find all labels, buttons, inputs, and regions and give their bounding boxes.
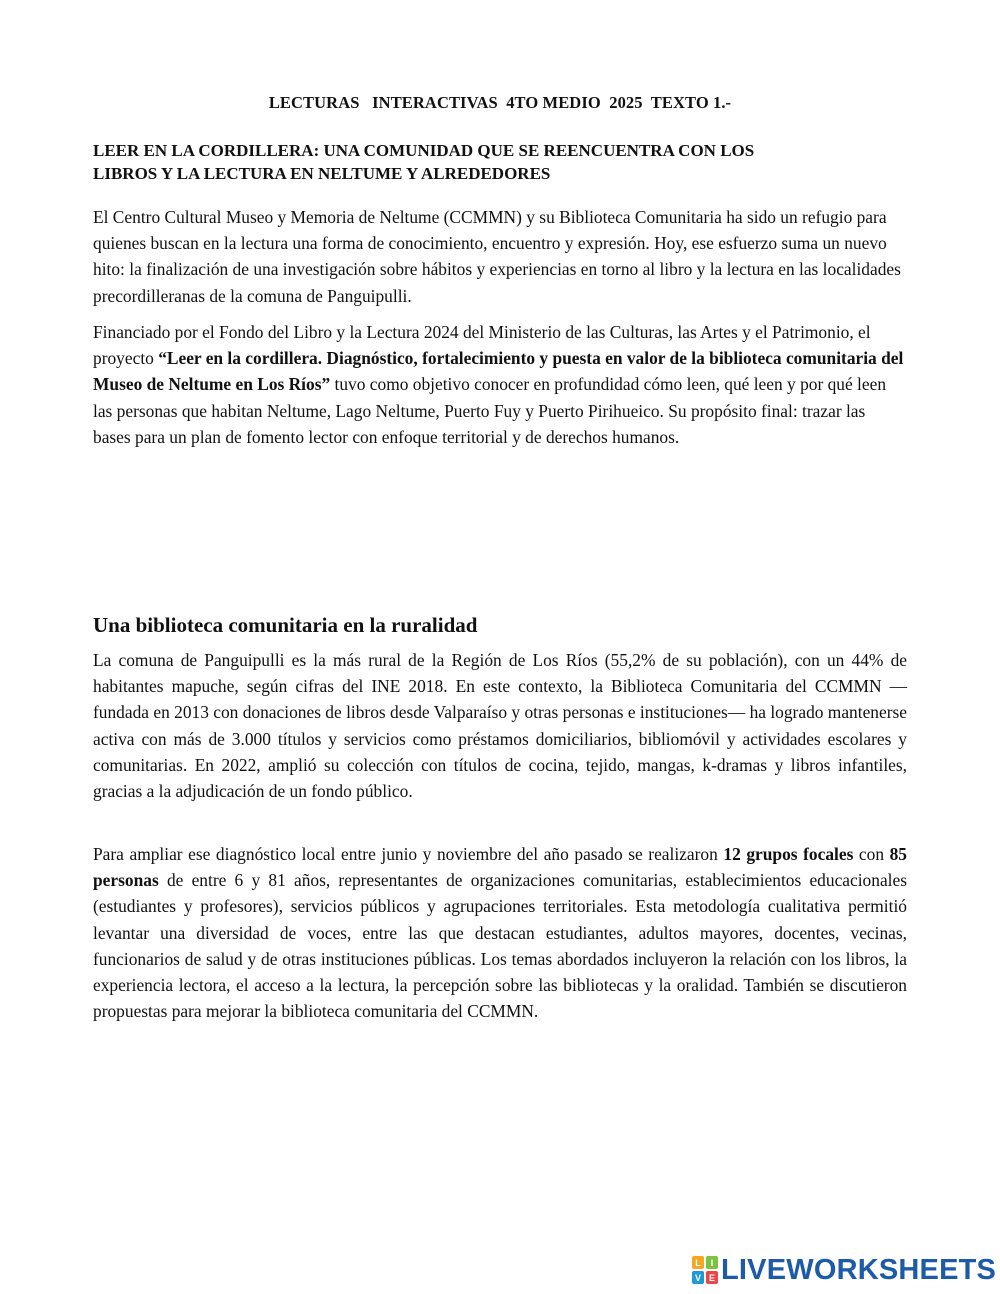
logo-badge-icon	[692, 1256, 718, 1284]
article-title	[93, 139, 907, 185]
project-name: “Leer en la cordillera. Diagnóstico, fortalecimiento y puesta en valor de la biblioteca comunitaria del Museo de Neltume en Los Ríos”	[93, 348, 904, 395]
section-title: Una biblioteca comunitaria en la ruralidad	[93, 613, 478, 637]
paragraph-focus-groups	[93, 841, 907, 1024]
paragraph-project	[93, 319, 907, 450]
paragraph-rural-library: La comuna de Panguipulli es la más rural de la Región de Los Ríos (55,2% de su población), con un 44% de habitantes mapuche, según cifras del INE 2018. En este contexto, la Biblioteca Comunitaria del CCMMN —fundada en 2013 con donaciones de libros desde Valparaíso y otras personas e instituciones— ha logrado mantenerse activa con más de 3.000 títulos y servicios como préstamos domiciliarios, bibliomóvil y actividades escolares y comunitarias. En 2022, amplió su colección con títulos de cocina, tejido, mangas, k-dramas y libros infantiles, gracias a la adjudicación de un fondo público.	[93, 650, 907, 802]
focus-groups-count: 12 grupos focales	[723, 844, 854, 864]
focus-groups-text-1: Para ampliar ese diagnóstico local entre junio y noviembre del año pasado se realizaron	[93, 844, 724, 864]
focus-groups-text-2: con	[853, 844, 890, 864]
logo-badge-letter: E	[706, 1271, 718, 1284]
article-title-line-1: LEER EN LA CORDILLERA: UNA COMUNIDAD QUE SE REENCUENTRA CON LOS	[93, 141, 755, 160]
paragraph-project-start: Financiado por el Fondo del Libro y la Lectura 2024 del Ministerio de las Culturas, las Artes y el Patrimonio, el proyecto	[93, 322, 871, 369]
worksheet-header: LECTURAS INTERACTIVAS 4TO MEDIO 2025 TEXTO 1.-	[268, 93, 732, 112]
paragraph-intro: El Centro Cultural Museo y Memoria de Neltume (CCMMN) y su Biblioteca Comunitaria ha sido un refugio para quienes buscan en la lectura una forma de conocimiento, encuentro y expresión. Hoy, ese esfuerzo suma un nuevo hito: la finalización de una investigación sobre hábitos y experiencias en torno al libro y la lectura en las localidades precordilleranas de la comuna de Panguipulli.	[93, 207, 901, 306]
participants-count: 85 personas	[93, 844, 907, 891]
liveworksheets-logo[interactable]	[692, 1254, 996, 1286]
logo-text: LIVEWORKSHEETS	[721, 1254, 997, 1286]
logo-badge-letter: L	[692, 1256, 704, 1269]
focus-groups-text-3: de entre 6 y 81 años, representantes de organizaciones comunitarias, establecimientos educacionales (estudiantes y profesores), servicios públicos y agrupaciones territoriales. Esta metodología cualitativa permitió levantar una diversidad de voces, entre las que destacan estudiantes, adultos mayores, docentes, vecinas, funcionarios de salud y de otras instituciones públicas. Los temas abordados incluyeron la relación con los libros, la experiencia lectora, el acceso a la lectura, la percepción sobre las bibliotecas y la oralidad. También se discutieron propuestas para mejorar la biblioteca comunitaria del CCMMN.	[93, 870, 907, 1022]
paragraph-project-end: tuvo como objetivo conocer en profundidad cómo leen, qué leen y por qué leen las personas que habitan Neltume, Lago Neltume, Puerto Fuy y Puerto Pirihueico. Su propósito final: trazar las bases para un plan de fomento lector con enfoque territorial y de derechos humanos.	[93, 374, 887, 447]
article-title-line-2: LIBROS Y LA LECTURA EN NELTUME Y ALREDEDORES	[93, 164, 551, 183]
logo-badge-letter: I	[706, 1256, 718, 1269]
logo-badge-letter: V	[692, 1271, 704, 1284]
